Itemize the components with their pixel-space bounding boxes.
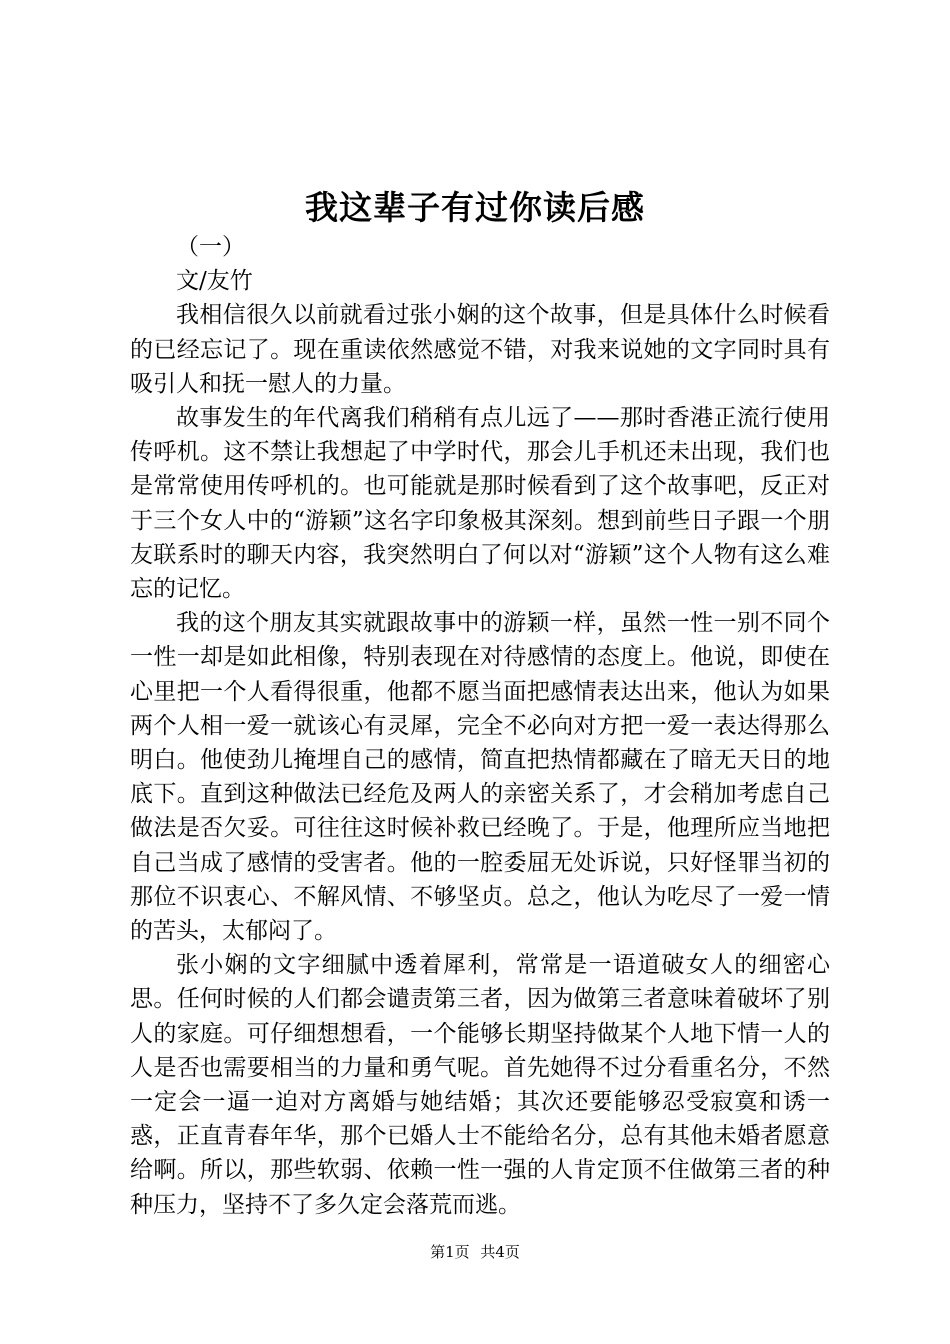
page-number: 第1页 xyxy=(430,1243,470,1261)
page-total: 共4页 xyxy=(480,1243,520,1261)
document-title: 我这辈子有过你读后感 xyxy=(305,188,645,227)
paragraph-1: 我相信很久以前就看过张小娴的这个故事，但是具体什么时候看的已经忘记了。现在重读依然感觉不错，对我来说她的文字同时具有吸引人和抚一慰人的力量。 xyxy=(130,302,830,397)
section-marker: （一） xyxy=(176,234,245,260)
paragraph-4: 张小娴的文字细腻中透着犀利，常常是一语道破女人的细密心思。任何时候的人们都会谴责第三者，因为做第三者意味着破坏了别人的家庭。可仔细想想看，一个能够长期坚持做某个人地下情一人的人是否也需要相当的力量和勇气呢。首先她得不过分看重名分，不然一定会一逼一迫对方离婚与她结婚；其次还要能够忍受寂寞和诱一惑，正直青春年华，那个已婚人士不能给名分，总有其他未婚者愿意给啊。所以，那些软弱、依赖一性一强的人肯定顶不住做第三者的种种压力，坚持不了多久定会落荒而逃。 xyxy=(130,952,830,1218)
document-body xyxy=(130,230,830,1222)
page-footer xyxy=(0,1242,950,1262)
paragraph-2: 故事发生的年代离我们稍稍有点儿远了——那时香港正流行使用传呼机。这不禁让我想起了中学时代，那会儿手机还未出现，我们也是常常使用传呼机的。也可能就是那时候看到了这个故事吧，反正对于三个女人中的“游颖”这名字印象极其深刻。想到前些日子跟一个朋友联系时的聊天内容，我突然明白了何以对“游颖”这个人物有这么难忘的记忆。 xyxy=(130,405,830,603)
author-line: 文/友竹 xyxy=(176,268,253,295)
paragraph-3: 我的这个朋友其实就跟故事中的游颖一样，虽然一性一别不同个一性一却是如此相像，特别表现在对待感情的态度上。他说，即使在心里把一个人看得很重，他都不愿当面把感情表达出来，他认为如果两个人相一爱一就该心有灵犀，完全不必向对方把一爱一表达得那么明白。他使劲儿掩埋自己的感情，简直把热情都藏在了暗无天日的地底下。直到这种做法已经危及两人的亲密关系了，才会稍加考虑自己做法是否欠妥。可往往这时候补救已经晚了。于是，他理所应当地把自己当成了感情的受害者。他的一腔委屈无处诉说，只好怪罪当初的那位不识衷心、不解风情、不够坚贞。总之，他认为吃尽了一爱一情的苦头，太郁闷了。 xyxy=(130,610,830,945)
